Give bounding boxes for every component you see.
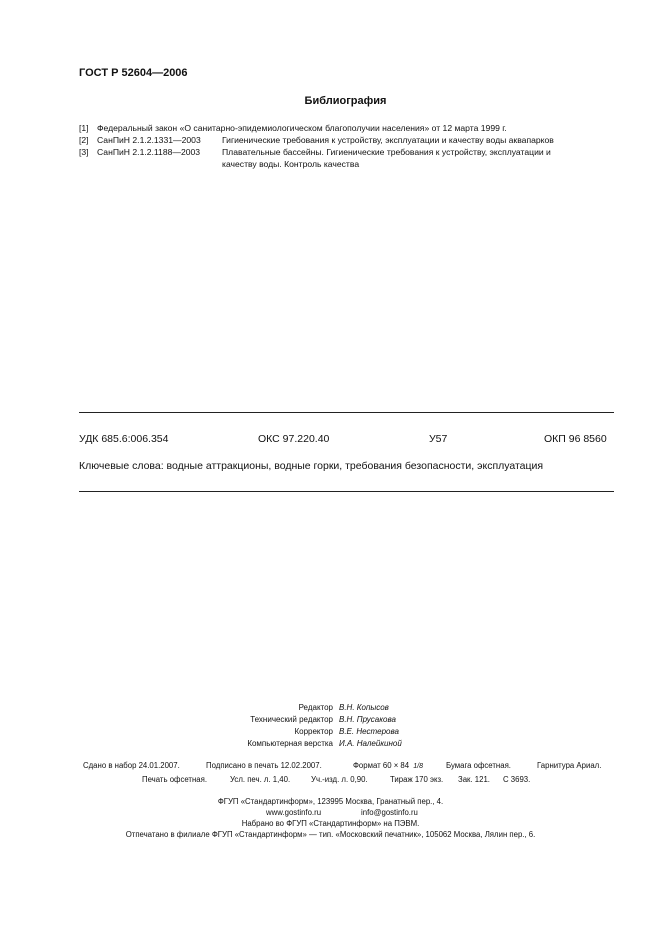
- publisher-email: info@gostinfo.ru: [361, 808, 418, 817]
- oks-code: ОКС 97.220.40: [258, 433, 330, 445]
- print-paper: Бумага офсетная.: [446, 761, 511, 770]
- divider-bottom: [79, 491, 614, 492]
- bib-item-num: [1]: [79, 123, 89, 133]
- print-method: Печать офсетная.: [142, 775, 208, 784]
- divider-top: [79, 412, 614, 413]
- keywords: Ключевые слова: водные аттракционы, водные горки, требования безопасности, эксплуатация: [79, 460, 544, 472]
- credit-name: В.Н. Прусакова: [339, 715, 396, 724]
- bib-item-num: [2]: [79, 135, 89, 145]
- print-zak: Зак. 121.: [458, 775, 490, 784]
- bibliography-title: Библиография: [304, 95, 387, 107]
- udk-code: УДК 685.6:006.354: [79, 433, 169, 445]
- print-signed: Подписано в печать 12.02.2007.: [206, 761, 322, 770]
- bib-item-text: Гигиенические требования к устройству, эксплуатации и качеству воды аквапарков: [222, 135, 554, 145]
- publisher-typeset: Набрано во ФГУП «Стандартинформ» на ПЭВМ.: [241, 819, 420, 828]
- credit-name: В.Е. Нестерова: [339, 727, 399, 736]
- credit-role: Компьютерная верстка: [247, 739, 333, 748]
- publisher-site: www.gostinfo.ru: [266, 808, 322, 817]
- print-uch: Уч.-изд. л. 0,90.: [311, 775, 368, 784]
- format-fraction: 1/8: [413, 763, 423, 770]
- credit-role: Корректор: [294, 727, 333, 736]
- print-usl: Усл. печ. л. 1,40.: [230, 775, 291, 784]
- credit-name: В.Н. Копысов: [339, 703, 389, 712]
- bib-item-code: СанПиН 2.1.2.1188—2003: [97, 147, 201, 157]
- credit-name: И.А. Налейкиной: [339, 739, 402, 748]
- okp-code: ОКП 96 8560: [544, 433, 607, 445]
- print-format: Формат 60 × 84 1/8: [353, 761, 423, 770]
- bib-item-num: [3]: [79, 147, 89, 157]
- bib-item-text: Федеральный закон «О санитарно-эпидемиологическом благополучии населения» от 12 марта 1999 г.: [97, 123, 507, 133]
- bib-item-text: Плавательные бассейны. Гигиенические требования к устройству, эксплуатации и: [222, 147, 551, 157]
- publisher-address: ФГУП «Стандартинформ», 123995 Москва, Гранатный пер., 4.: [217, 797, 444, 806]
- standard-id: ГОСТ Р 52604—2006: [79, 67, 188, 79]
- credit-role: Редактор: [298, 703, 333, 712]
- print-font: Гарнитура Ариал.: [537, 761, 602, 770]
- print-c: С 3693.: [503, 775, 531, 784]
- u-code: У57: [429, 433, 448, 445]
- publisher-printed: Отпечатано в филиале ФГУП «Стандартинформ» — тип. «Московский печатник», 105062 Москва, Лялин пер., 6.: [125, 830, 536, 839]
- bib-item-code: СанПиН 2.1.2.1331—2003: [97, 135, 201, 145]
- print-tirazh: Тираж 170 экз.: [390, 775, 444, 784]
- credit-role: Технический редактор: [250, 715, 333, 724]
- bib-item-text-continued: качеству воды. Контроль качества: [222, 159, 360, 169]
- print-sent: Сдано в набор 24.01.2007.: [83, 761, 180, 770]
